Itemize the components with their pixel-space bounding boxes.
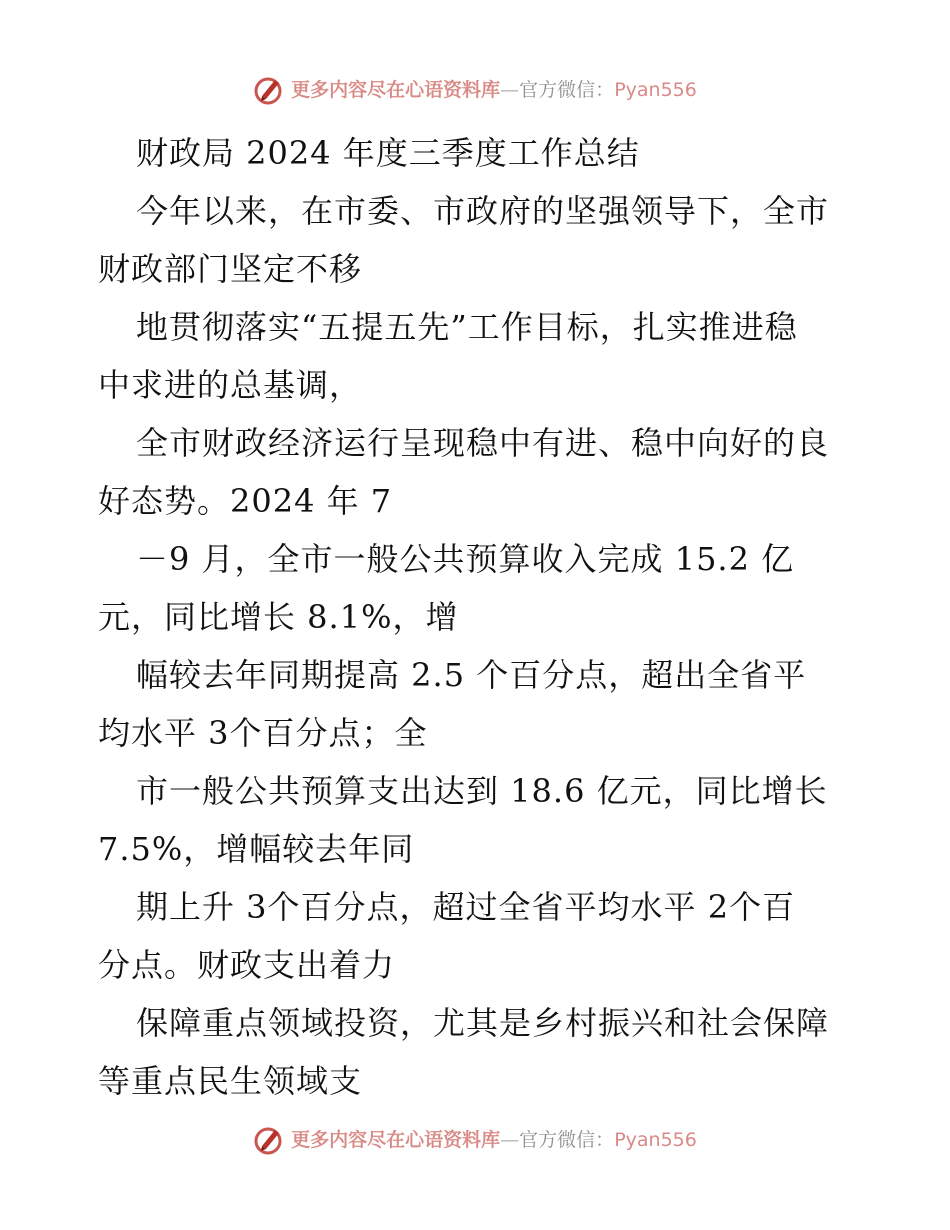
- paragraph-line: 幅较去年同期提高 2.5 个百分点，超出全省平: [136, 656, 807, 694]
- document-title: 财政局 2024 年度三季度工作总结: [136, 134, 640, 172]
- paragraph-line: 期上升 3个百分点，超过全省平均水平 2个百: [136, 888, 796, 926]
- paragraph-line: 分点。财政支出着力: [98, 946, 396, 984]
- watermark-dash: —: [500, 79, 520, 101]
- pen-circle-logo-icon: [253, 74, 285, 106]
- footer-watermark: [0, 1124, 950, 1156]
- paragraph-line: 等重点民生领域支: [98, 1062, 363, 1100]
- header-watermark: [0, 74, 950, 106]
- watermark-wechat-label: 官方微信：: [519, 1129, 615, 1151]
- pen-circle-logo-icon: [253, 1124, 285, 1156]
- watermark-wechat-id: Pyan556: [614, 1129, 697, 1151]
- paragraph-line: 中求进的总基调，: [98, 366, 363, 404]
- paragraph-line: 7.5%，增幅较去年同: [98, 830, 415, 868]
- paragraph-line: 均水平 3个百分点；全: [98, 714, 428, 752]
- watermark-main-text: 更多内容尽在心语资料库: [291, 79, 501, 101]
- paragraph-line: 财政部门坚定不移: [98, 250, 363, 288]
- paragraph-line: 保障重点领域投资，尤其是乡村振兴和社会保障: [136, 1004, 830, 1042]
- paragraph-line: 地贯彻落实“五提五先”工作目标，扎实推进稳: [136, 308, 798, 346]
- paragraph-line: 今年以来，在市委、市政府的坚强领导下，全市: [136, 192, 830, 230]
- paragraph-line: 市一般公共预算支出达到 18.6 亿元，同比增长: [136, 772, 828, 810]
- paragraph-line: －9 月，全市一般公共预算收入完成 15.2 亿: [136, 540, 795, 578]
- watermark-wechat-label: 官方微信：: [519, 79, 615, 101]
- paragraph-line: 好态势。2024 年 7: [98, 482, 393, 520]
- document-body: [98, 124, 858, 1110]
- watermark-dash: —: [500, 1129, 520, 1151]
- paragraph-line: 元，同比增长 8.1%，增: [98, 598, 459, 636]
- watermark-main-text: 更多内容尽在心语资料库: [291, 1129, 501, 1151]
- paragraph-line: 全市财政经济运行呈现稳中有进、稳中向好的良: [136, 424, 830, 462]
- watermark-wechat-id: Pyan556: [614, 79, 697, 101]
